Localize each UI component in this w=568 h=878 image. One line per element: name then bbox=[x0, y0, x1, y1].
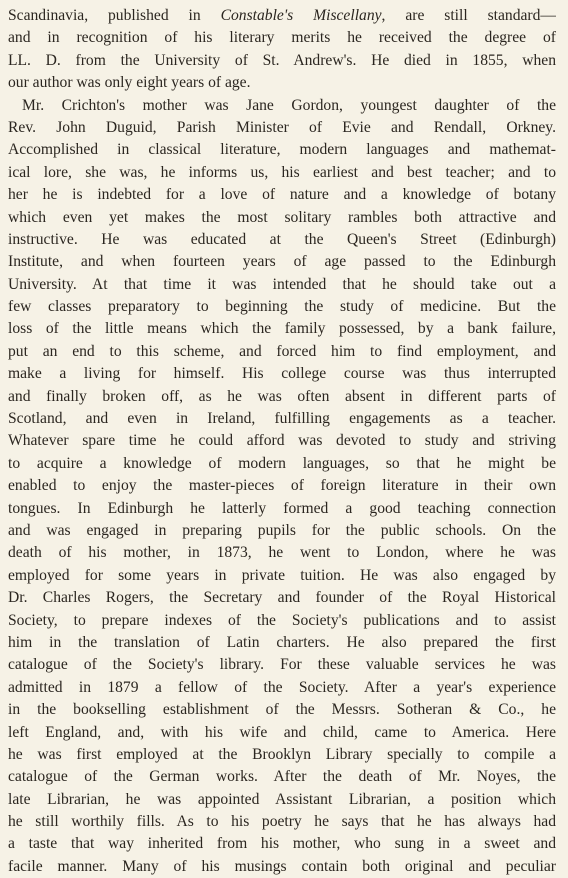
text-line: put an end to this scheme, and forced him to find employment, and bbox=[8, 342, 556, 360]
text-line: him in the translation of Latin charters. He also prepared the first bbox=[8, 633, 556, 651]
text-line: tongues. In Edinburgh he latterly formed a good teaching connection bbox=[8, 499, 556, 517]
text-line: few classes preparatory to beginning the study of medicine. But the bbox=[8, 298, 556, 316]
text-line: her he is indebted for a love of nature and a knowledge of botany bbox=[8, 186, 556, 204]
text-line: make a living for himself. His college course was thus interrupted bbox=[8, 365, 556, 383]
paragraph-2 bbox=[8, 95, 556, 878]
text-line: catalogue of the German works. After the death of Mr. Noyes, the bbox=[8, 768, 556, 786]
text-line: left England, and, with his wife and child, came to America. Here bbox=[8, 723, 556, 741]
text-run: , are still standard— bbox=[381, 7, 556, 24]
text-line: in the bookselling establishment of the Messrs. Sotheran & Co., he bbox=[8, 701, 556, 719]
text-line: late Librarian, he was appointed Assistant Librarian, a position which bbox=[8, 790, 556, 808]
text-line: Whatever spare time he could afford was devoted to study and striving bbox=[8, 432, 556, 450]
text-line: Society, to prepare indexes of the Society's publications and to assist bbox=[8, 611, 556, 629]
text-line: Dr. Charles Rogers, the Secretary and founder of the Royal Historical bbox=[8, 589, 556, 607]
text-line: Institute, and when fourteen years of age passed to the Edinburgh bbox=[8, 253, 556, 271]
text-line: University. At that time it was intended that he should take out a bbox=[8, 275, 556, 293]
text-line: he was first employed at the Brooklyn Library specially to compile a bbox=[8, 745, 556, 763]
text-line: our author was only eight years of age. bbox=[8, 74, 251, 92]
paragraph-1 bbox=[8, 5, 556, 95]
text-line: a taste that way inherited from his mother, who sung in a sweet and bbox=[8, 835, 556, 853]
text-line: and was engaged in preparing pupils for the public schools. On the bbox=[8, 521, 556, 539]
text-run: Scandinavia, published in bbox=[8, 7, 221, 24]
text-line: instructive. He was educated at the Queen's Street (Edinburgh) bbox=[8, 230, 556, 248]
text-line: Rev. John Duguid, Parish Minister of Evie and Rendall, Orkney. bbox=[8, 118, 556, 136]
text-line: and finally broken off, as he was often absent in different parts of bbox=[8, 387, 556, 405]
text-line: to acquire a knowledge of modern languages, so that he might be bbox=[8, 454, 556, 472]
text-line: ical lore, she was, he informs us, his earliest and best teacher; and to bbox=[8, 163, 556, 181]
text-line: Scotland, and even in Ireland, fulfilling engagements as a teacher. bbox=[8, 410, 556, 428]
text-line: facile manner. Many of his musings contain both original and peculiar bbox=[8, 857, 556, 875]
document-page bbox=[8, 5, 556, 878]
text-line: catalogue of the Society's library. For these valuable services he was bbox=[8, 656, 556, 674]
text-line: enabled to enjoy the master-pieces of foreign literature in their own bbox=[8, 477, 556, 495]
text-line: loss of the little means which the family possessed, by a bank failure, bbox=[8, 320, 556, 338]
text-line: and in recognition of his literary merits he received the degree of bbox=[8, 29, 556, 47]
text-line: employed for some years in private tuition. He was also engaged by bbox=[8, 566, 556, 584]
text-line: Accomplished in classical literature, modern languages and mathemat- bbox=[8, 141, 556, 159]
text-line: he still worthily fills. As to his poetry he says that he has always had bbox=[8, 813, 556, 831]
text-line: Mr. Crichton's mother was Jane Gordon, youngest daughter of the bbox=[22, 96, 556, 114]
text-line: LL. D. from the University of St. Andrew's. He died in 1855, when bbox=[8, 51, 556, 69]
text-line: which even yet makes the most solitary rambles both attractive and bbox=[8, 208, 556, 226]
text-line: death of his mother, in 1873, he went to London, where he was bbox=[8, 544, 556, 562]
italic-title: Constable's Miscellany bbox=[220, 7, 382, 24]
text-line bbox=[8, 5, 556, 27]
text-line: admitted in 1879 a fellow of the Society. After a year's experience bbox=[8, 678, 556, 696]
